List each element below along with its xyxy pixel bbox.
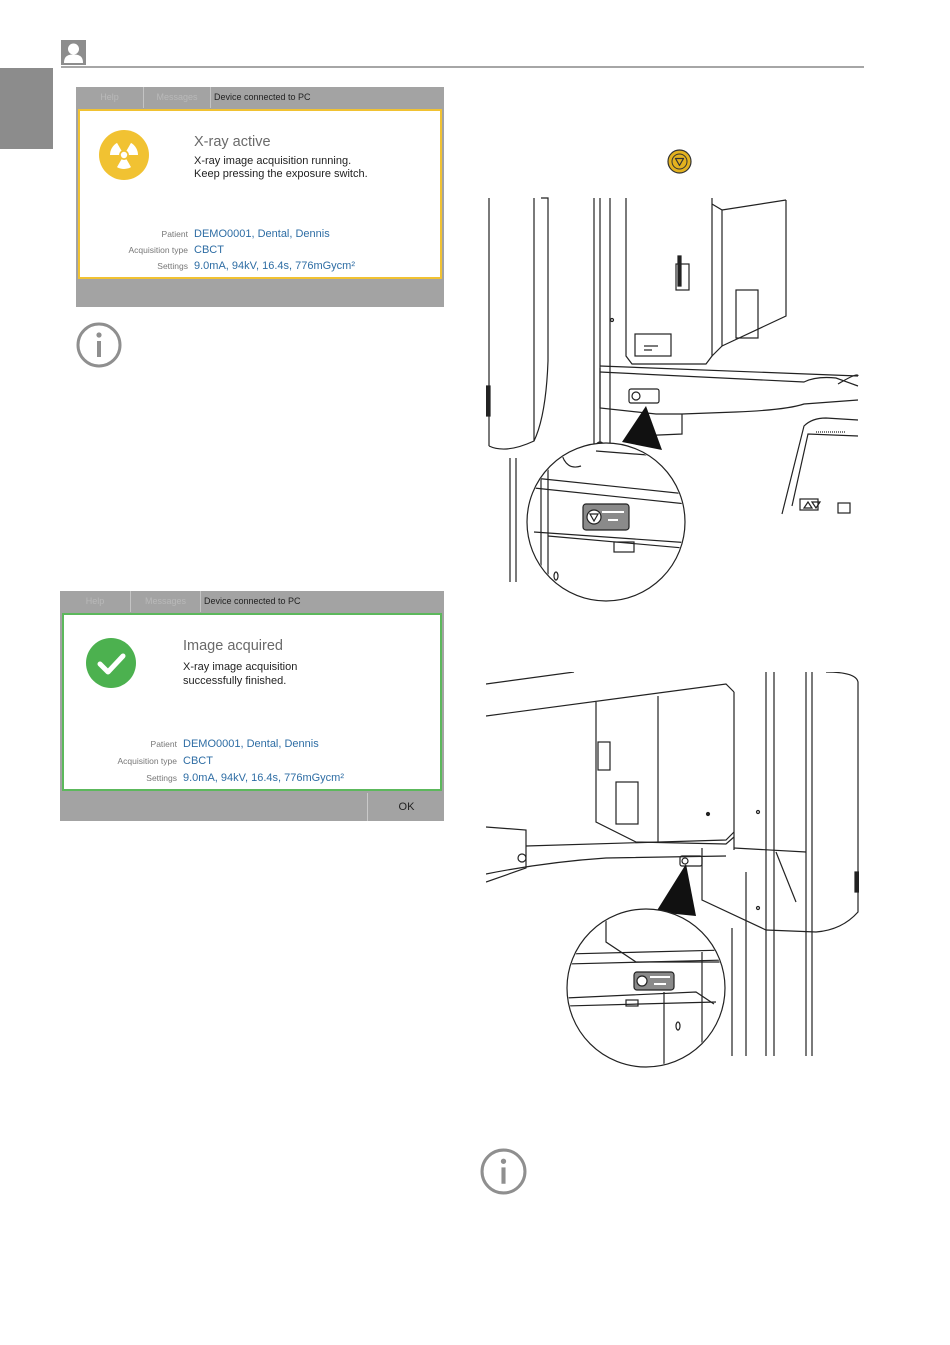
person-icon (61, 40, 86, 65)
field-value-patient: DEMO0001, Dental, Dennis (183, 738, 319, 750)
dialog-tab-bar (60, 591, 444, 612)
tab-help[interactable]: Help (60, 591, 131, 612)
field-value-acquisition-type: CBCT (194, 244, 224, 256)
field-label-acquisition-type: Acquisition type (117, 756, 177, 766)
dialog-message-line: X-ray image acquisition (183, 661, 298, 673)
dialog-body (78, 109, 442, 279)
tab-messages[interactable]: Messages (144, 87, 211, 108)
tab-messages[interactable]: Messages (131, 591, 201, 612)
radiation-icon (98, 129, 150, 186)
tab-help[interactable]: Help (76, 87, 144, 108)
field-label-patient: Patient (161, 229, 188, 239)
dialog-title: Image acquired (183, 638, 283, 654)
field-label-settings: Settings (157, 261, 188, 271)
field-label-acquisition-type: Acquisition type (128, 245, 188, 255)
dialog-message-line: successfully finished. (183, 675, 287, 687)
dialog-body (62, 613, 442, 791)
field-value-acquisition-type: CBCT (183, 755, 213, 767)
dialog-message-line: Keep pressing the exposure switch. (194, 168, 368, 180)
connection-status: Device connected to PC (214, 92, 311, 102)
field-value-patient: DEMO0001, Dental, Dennis (194, 228, 330, 240)
info-icon (76, 322, 122, 373)
field-label-patient: Patient (150, 739, 177, 749)
field-value-settings: 9.0mA, 94kV, 16.4s, 776mGycm² (194, 260, 355, 272)
dialog-message-line: X-ray image acquisition running. (194, 155, 352, 167)
info-icon (480, 1148, 527, 1200)
emergency-stop-icon (667, 149, 692, 179)
chapter-tab (0, 68, 53, 149)
device-illustration-rear (486, 672, 859, 1068)
ok-button[interactable]: OK (367, 793, 445, 821)
header-rule (61, 66, 864, 68)
device-illustration-front (486, 196, 859, 602)
dialog-title: X-ray active (194, 134, 271, 150)
field-label-settings: Settings (146, 773, 177, 783)
image-acquired-dialog (60, 591, 444, 821)
xray-active-dialog (76, 87, 444, 307)
checkmark-icon (85, 637, 137, 694)
dialog-tab-bar (76, 87, 444, 108)
connection-status: Device connected to PC (204, 596, 301, 606)
field-value-settings: 9.0mA, 94kV, 16.4s, 776mGycm² (183, 772, 344, 784)
